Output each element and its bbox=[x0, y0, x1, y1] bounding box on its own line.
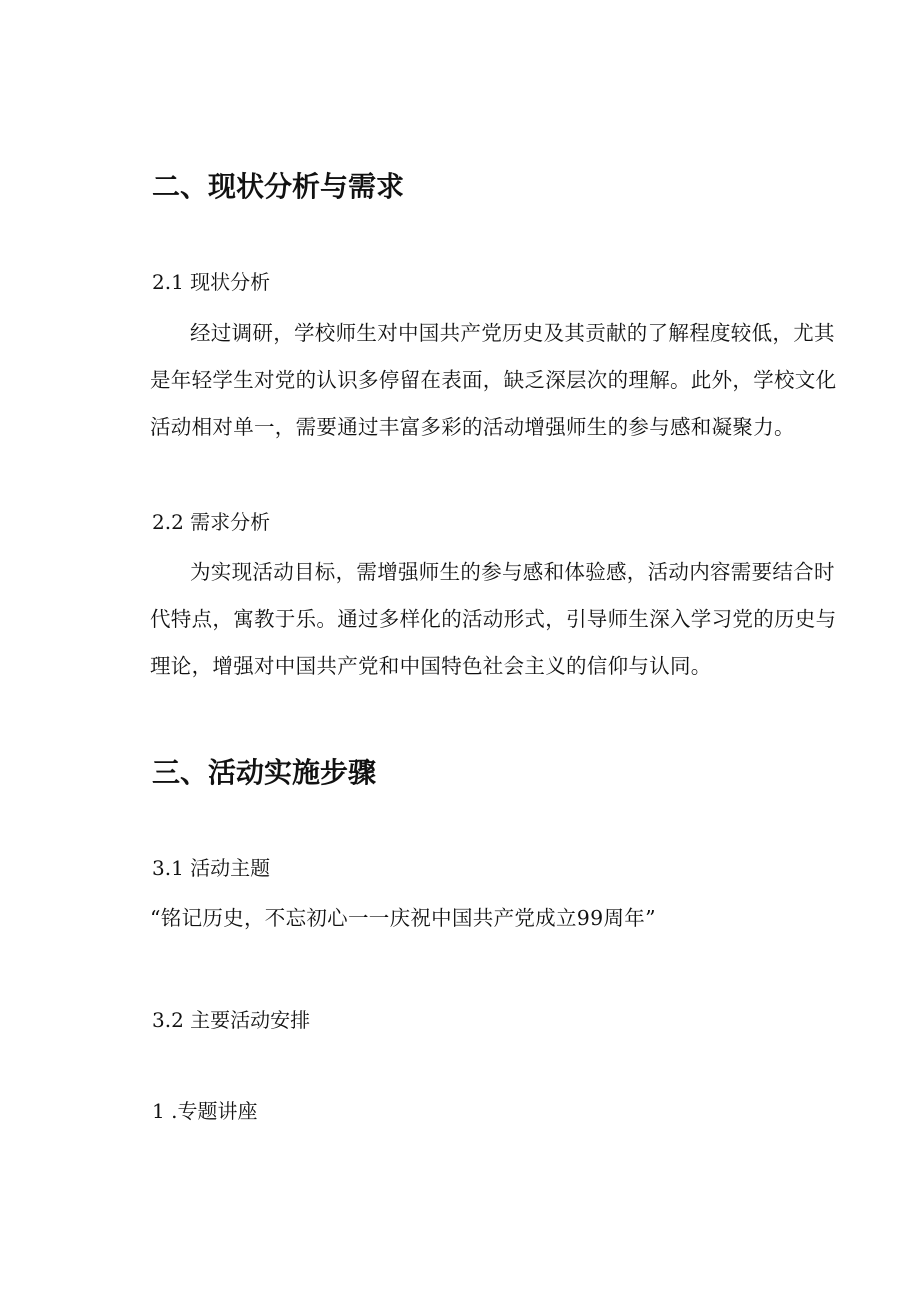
subsection-title-3-2: 3.2 主要活动安排 bbox=[152, 1008, 311, 1032]
section-heading-3: 三、活动实施步骤 bbox=[152, 756, 377, 789]
subsection-title-2-2: 2.2 需求分析 bbox=[152, 510, 271, 534]
subsection-title-2-1: 2.1 现状分析 bbox=[152, 270, 271, 294]
paragraph-line: 是年轻学生对党的认识多停留在表面，缺乏深层次的理解。此外，学校文化 bbox=[150, 368, 837, 392]
subsection-title-3-1: 3.1 活动主题 bbox=[152, 856, 271, 880]
paragraph-line: 代特点，寓教于乐。通过多样化的活动形式，引导师生深入学习党的历史与 bbox=[150, 607, 837, 631]
section-heading-2: 二、现状分析与需求 bbox=[152, 170, 405, 203]
paragraph-line: 为实现活动目标，需增强师生的参与感和体验感，活动内容需要结合时 bbox=[190, 560, 835, 584]
activity-theme: “铭记历史，不忘初心一一庆祝中国共产党成立99周年” bbox=[150, 906, 656, 930]
paragraph-line: 理论，增强对中国共产党和中国特色社会主义的信仰与认同。 bbox=[150, 654, 712, 678]
paragraph-line: 经过调研，学校师生对中国共产党历史及其贡献的了解程度较低，尤其 bbox=[190, 321, 835, 345]
list-item-1: 1 .专题讲座 bbox=[152, 1099, 258, 1123]
paragraph-line: 活动相对单一，需要通过丰富多彩的活动增强师生的参与感和凝聚力。 bbox=[150, 415, 795, 439]
